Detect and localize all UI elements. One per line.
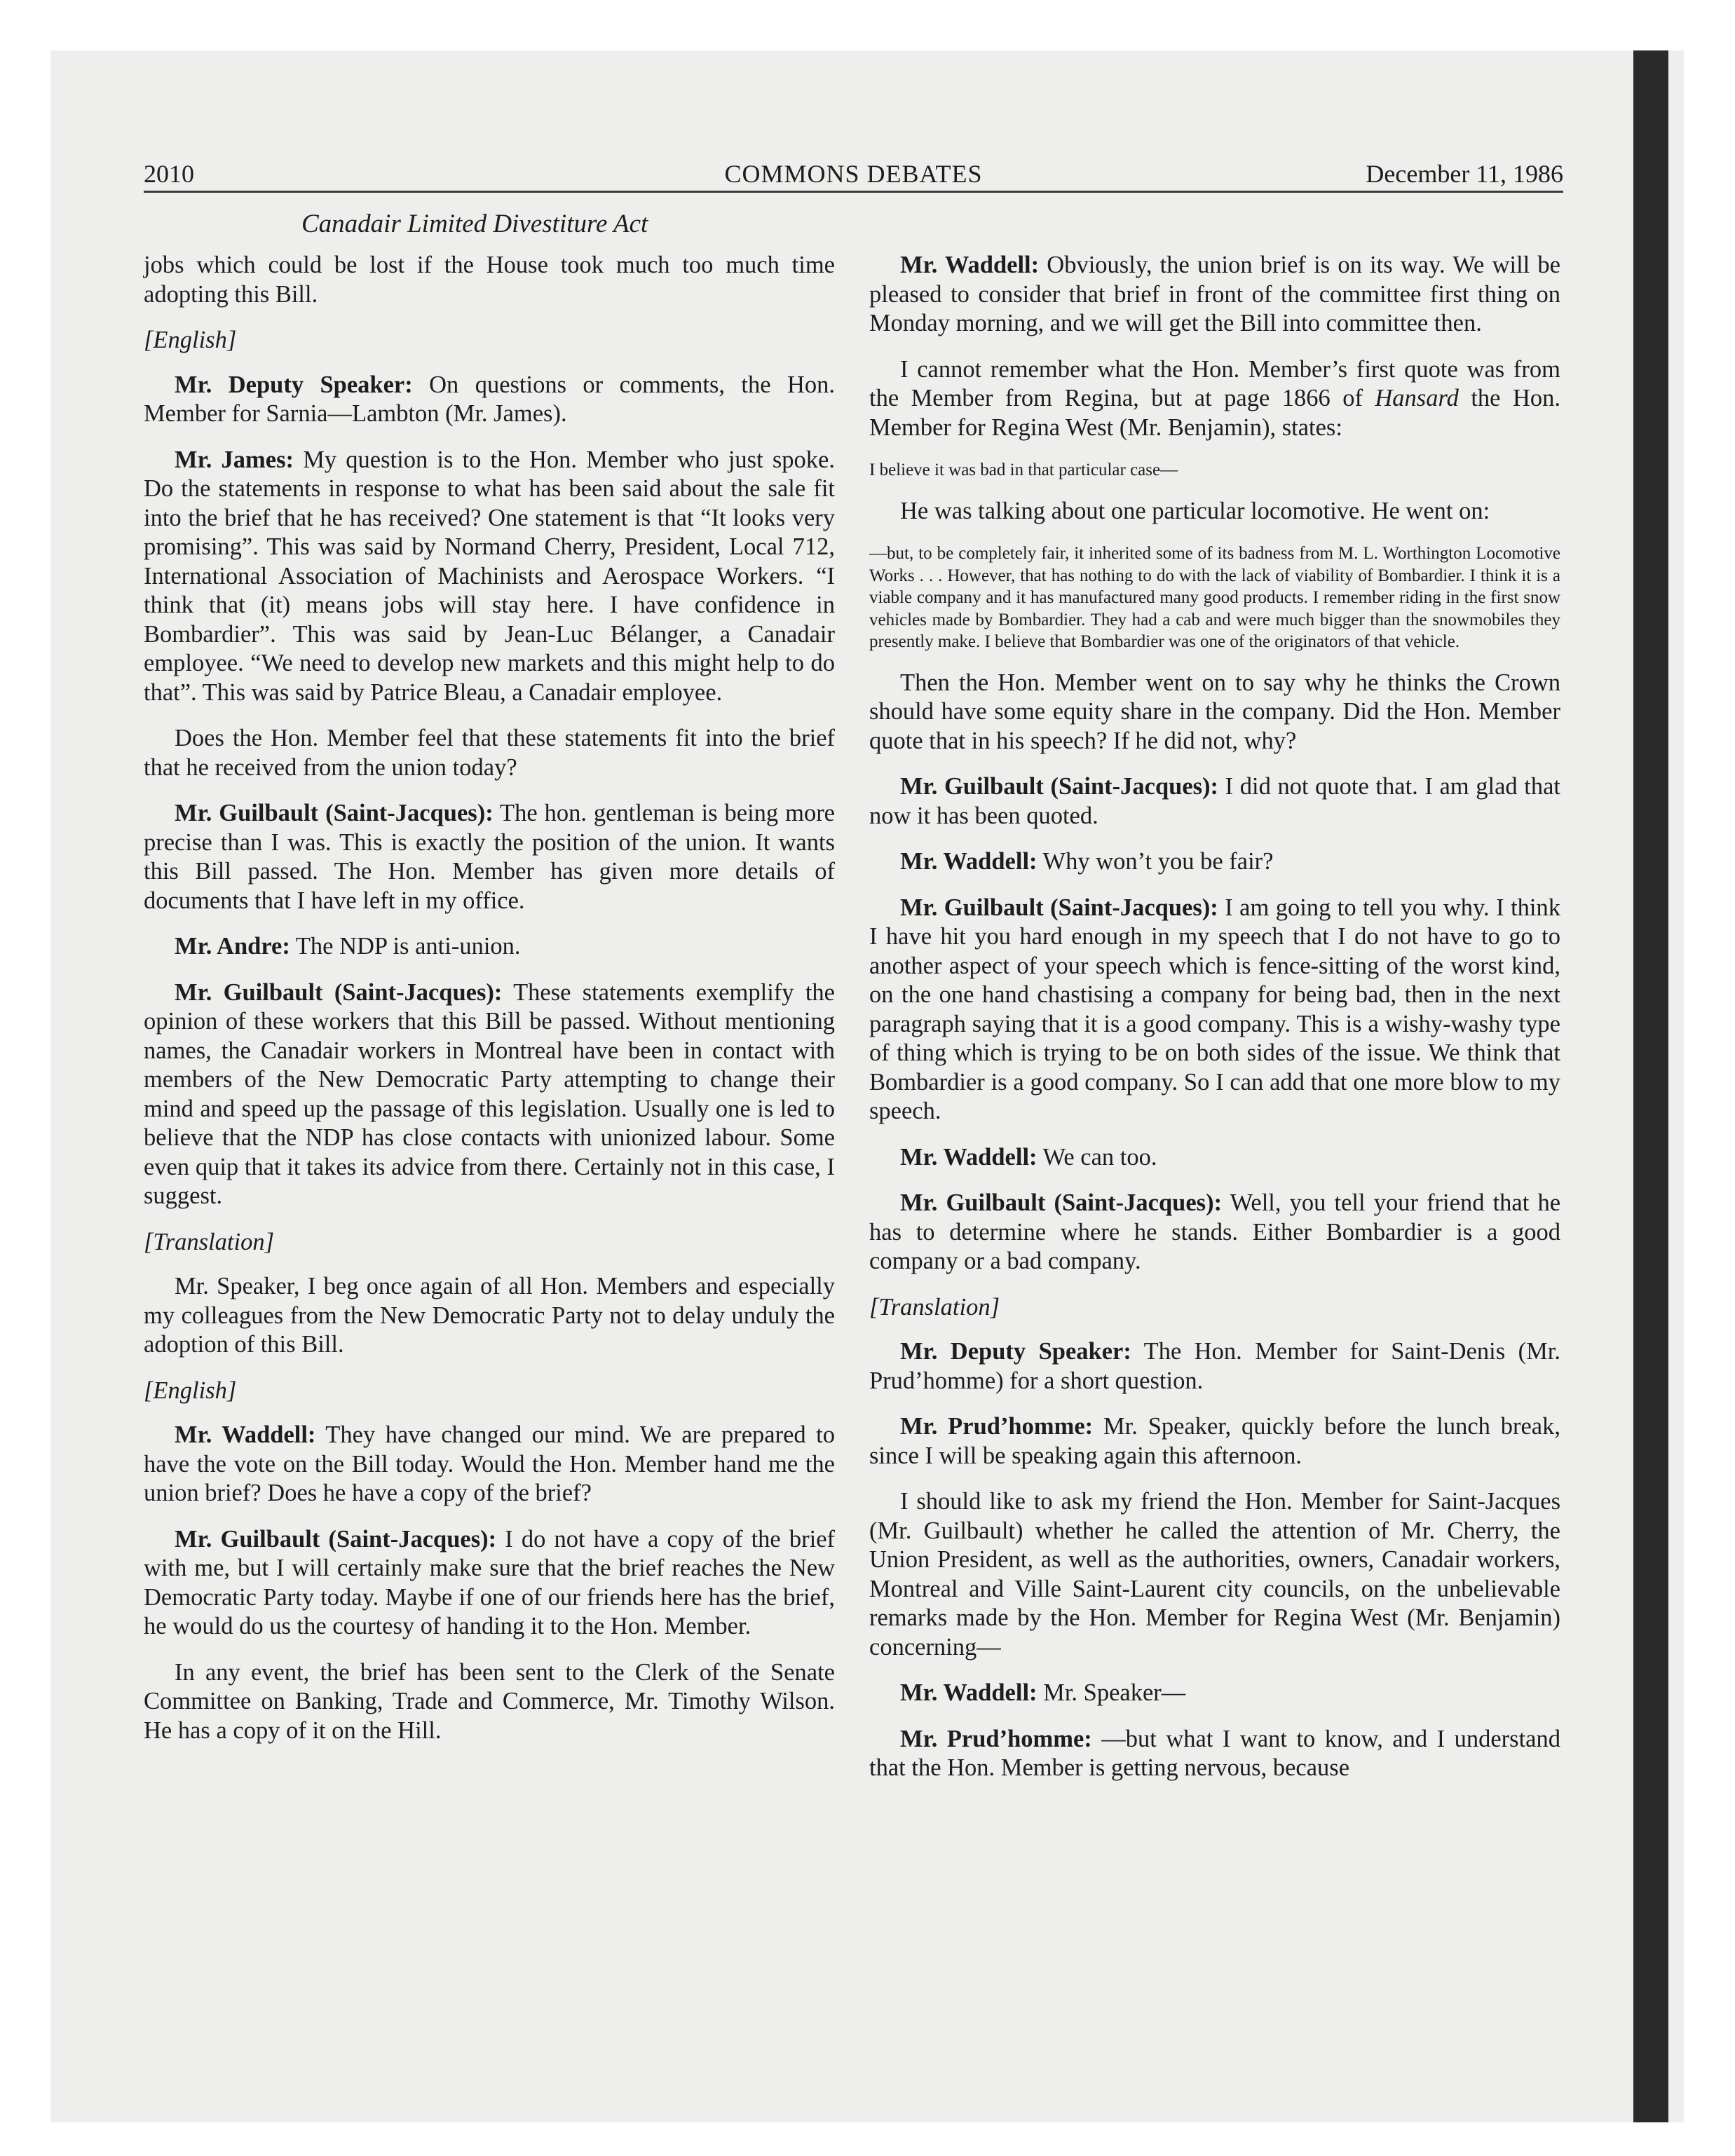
publication-date: December 11, 1986 <box>1366 160 1563 188</box>
speech-paragraph <box>869 251 1560 339</box>
page-header <box>144 157 1563 193</box>
speech-paragraph <box>144 932 835 962</box>
speaker-name: Mr. Prud’homme: <box>900 1413 1094 1440</box>
paragraph: Mr. Speaker, I beg once again of all Hon. Members and especially my colleagues from the New Democratic Party not to delay unduly the adoption of this Bill. <box>144 1273 835 1358</box>
page-number: 2010 <box>144 160 194 188</box>
speaker-name: Mr. Guilbault (Saint-Jacques): <box>900 773 1219 800</box>
speech-text: I did not quote that. I am glad that now it has been quoted. <box>869 773 1561 829</box>
language-marker: [Translation] <box>869 1293 1000 1321</box>
block-quote: —but, to be completely fair, it inherited some of its badness from M. L. Worthington Locomotive Works . . . However, that has nothing to do with the lack of viability of Bombardier. I think it is a viable company and it has manufactured many good products. I remember riding in the first snow vehicles made by Bombardier. They had a cab and were much bigger than the snowmobiles they presently make. I believe that Bombardier was one of the originators of that vehicle. <box>869 544 1560 651</box>
speech-text: Mr. Speaker, quickly before the lunch break, since I will be speaking again this afternoon. <box>869 1413 1560 1469</box>
speaker-name: Mr. Waddell: <box>900 1143 1037 1171</box>
speech-paragraph <box>869 772 1560 831</box>
paragraph: jobs which could be lost if the House took much too much time adopting this Bill. <box>144 252 835 308</box>
speech-text: Well, you tell your friend that he has to determine where he stands. Either Bombardier is a good company or a bad company. <box>869 1189 1561 1274</box>
speech-paragraph <box>144 799 835 915</box>
speech-paragraph <box>144 446 835 708</box>
speaker-name: Mr. Waddell: <box>900 1679 1037 1706</box>
right-column <box>869 251 1560 1800</box>
paragraph: Then the Hon. Member went on to say why he thinks the Crown should have some equity share in the company. Did the Hon. Member quote that in his speech? If he did not, why? <box>869 669 1560 754</box>
speaker-name: Mr. Prud’homme: <box>900 1725 1092 1752</box>
speech-paragraph <box>869 1337 1560 1396</box>
block-quote: I believe it was bad in that particular case— <box>869 460 1178 479</box>
speech-text: —but what I want to know, and I understand that the Hon. Member is getting nervous, because <box>869 1725 1560 1781</box>
left-column <box>144 251 835 1762</box>
paragraph <box>869 355 1560 443</box>
speech-text: They have changed our mind. We are prepared to have the vote on the Bill today. Would the Hon. Member hand me the union brief? Does he have a copy of the brief? <box>144 1421 836 1506</box>
speech-paragraph <box>869 1189 1560 1276</box>
italic-title: Hansard <box>1375 385 1459 411</box>
running-title: Canadair Limited Divestiture Act <box>301 210 648 238</box>
speech-paragraph <box>869 1725 1560 1783</box>
speech-text: The hon. gentleman is being more precise than I was. This is exactly the position of the union. It wants this Bill passed. The Hon. Member has given more details of documents that I have left in my office. <box>144 800 835 914</box>
speaker-name: Mr. James: <box>175 446 294 473</box>
speech-paragraph <box>144 978 835 1211</box>
speech-text: Why won’t you be fair? <box>1037 848 1274 875</box>
speaker-name: Mr. Waddell: <box>900 848 1037 875</box>
language-marker: [English] <box>144 327 237 353</box>
paragraph: Does the Hon. Member feel that these statements fit into the brief that he received from the union today? <box>144 725 835 781</box>
speaker-name: Mr. Deputy Speaker: <box>175 371 413 398</box>
text-span: I cannot remember what the Hon. Member’s first quote was from the Member from Regina, but at page 1866 of <box>869 355 1560 411</box>
speech-paragraph <box>869 1412 1560 1471</box>
speaker-name: Mr. Guilbault (Saint-Jacques): <box>900 894 1218 921</box>
speech-text: My question is to the Hon. Member who just spoke. Do the statements in response to what has been said about the sale fit into the brief that he has received? One statement is that “It looks very promising”. This was said by Normand Cherry, President, Local 712, International Association of Machinists and Aerospace Workers. “I think that (it) means jobs will stay here. I have confidence in Bombardier”. This was said by Jean-Luc Bélanger, a Canadair employee. “We need to develop new markets and this might help to do that”. This was said by Patrice Bleau, a Canadair employee. <box>144 446 835 706</box>
speaker-name: Mr. Deputy Speaker: <box>900 1338 1131 1365</box>
speech-text: On questions or comments, the Hon. Member for Sarnia—Lambton (Mr. James). <box>144 371 835 427</box>
speaker-name: Mr. Waddell: <box>175 1421 316 1448</box>
speech-text: These statements exemplify the opinion of these workers that this Bill be passed. Without mentioning names, the Canadair workers in Montreal have been in contact with members of the New Democratic Party attempting to change their mind and speed up the passage of this legislation. Usually one is led to believe that the NDP has close contacts with unionized labour. Some even quip that it takes its advice from there. Certainly not in this case, I suggest. <box>144 978 835 1209</box>
paragraph: He was talking about one particular locomotive. He went on: <box>900 497 1490 524</box>
speech-paragraph <box>869 1679 1560 1708</box>
publication-title: COMMONS DEBATES <box>724 160 983 188</box>
speech-text: Obviously, the union brief is on its way. We will be pleased to consider that brief in front of the committee first thing on Monday morning, and we will get the Bill into committee then. <box>869 252 1560 336</box>
speech-paragraph <box>144 371 835 429</box>
speech-paragraph <box>869 847 1560 877</box>
speaker-name: Mr. Andre: <box>175 933 290 960</box>
speech-paragraph <box>144 1421 835 1508</box>
speech-text: The NDP is anti-union. <box>290 933 521 960</box>
speech-text: The Hon. Member for Saint-Denis (Mr. Prud’homme) for a short question. <box>869 1338 1560 1394</box>
speaker-name: Mr. Guilbault (Saint-Jacques): <box>175 1525 497 1553</box>
speech-paragraph <box>144 1525 835 1642</box>
page-edge-shadow <box>1633 50 1668 2122</box>
speaker-name: Mr. Guilbault (Saint-Jacques): <box>900 1189 1223 1216</box>
speech-paragraph <box>869 1143 1560 1173</box>
speech-text: I am going to tell you why. I think I have hit you hard enough in my speech that I do not have to go to another aspect of your speech which is fence-sitting of the worst kind, on the one hand chastising a company for being bad, then in the next paragraph saying that it is a good company. This is a wishy-washy type of thing which is trying to be on both sides of the issue. We think that Bombardier is a good company. So I can add that one more blow to my speech. <box>869 894 1560 1124</box>
language-marker: [English] <box>144 1377 237 1404</box>
speech-text: Mr. Speaker— <box>1037 1679 1186 1706</box>
text-span: the Hon. Member for Regina West (Mr. Benjamin), states: <box>869 385 1560 441</box>
paragraph: I should like to ask my friend the Hon. Member for Saint-Jacques (Mr. Guilbault) whether he called the attention of Mr. Cherry, the Union President, as well as the authorities, owners, Canadair workers, Montreal and Ville Saint-Laurent city councils, on the unbelievable remarks made by the Hon. Member for Regina West (Mr. Benjamin) concerning— <box>869 1488 1560 1660</box>
speech-text: We can too. <box>1037 1143 1157 1171</box>
speaker-name: Mr. Waddell: <box>900 252 1040 278</box>
speech-paragraph <box>869 894 1560 1126</box>
language-marker: [Translation] <box>144 1228 274 1255</box>
speaker-name: Mr. Guilbault (Saint-Jacques): <box>175 978 503 1006</box>
speech-text: I do not have a copy of the brief with me, but I will certainly make sure that the brief reaches the New Democratic Party today. Maybe if one of our friends here has the brief, he would do us the courtesy of handing it to the Hon. Member. <box>144 1525 836 1639</box>
paragraph: In any event, the brief has been sent to the Clerk of the Senate Committee on Banking, Trade and Commerce, Mr. Timothy Wilson. He has a copy of it on the Hill. <box>144 1658 835 1744</box>
speaker-name: Mr. Guilbault (Saint-Jacques): <box>175 800 494 826</box>
